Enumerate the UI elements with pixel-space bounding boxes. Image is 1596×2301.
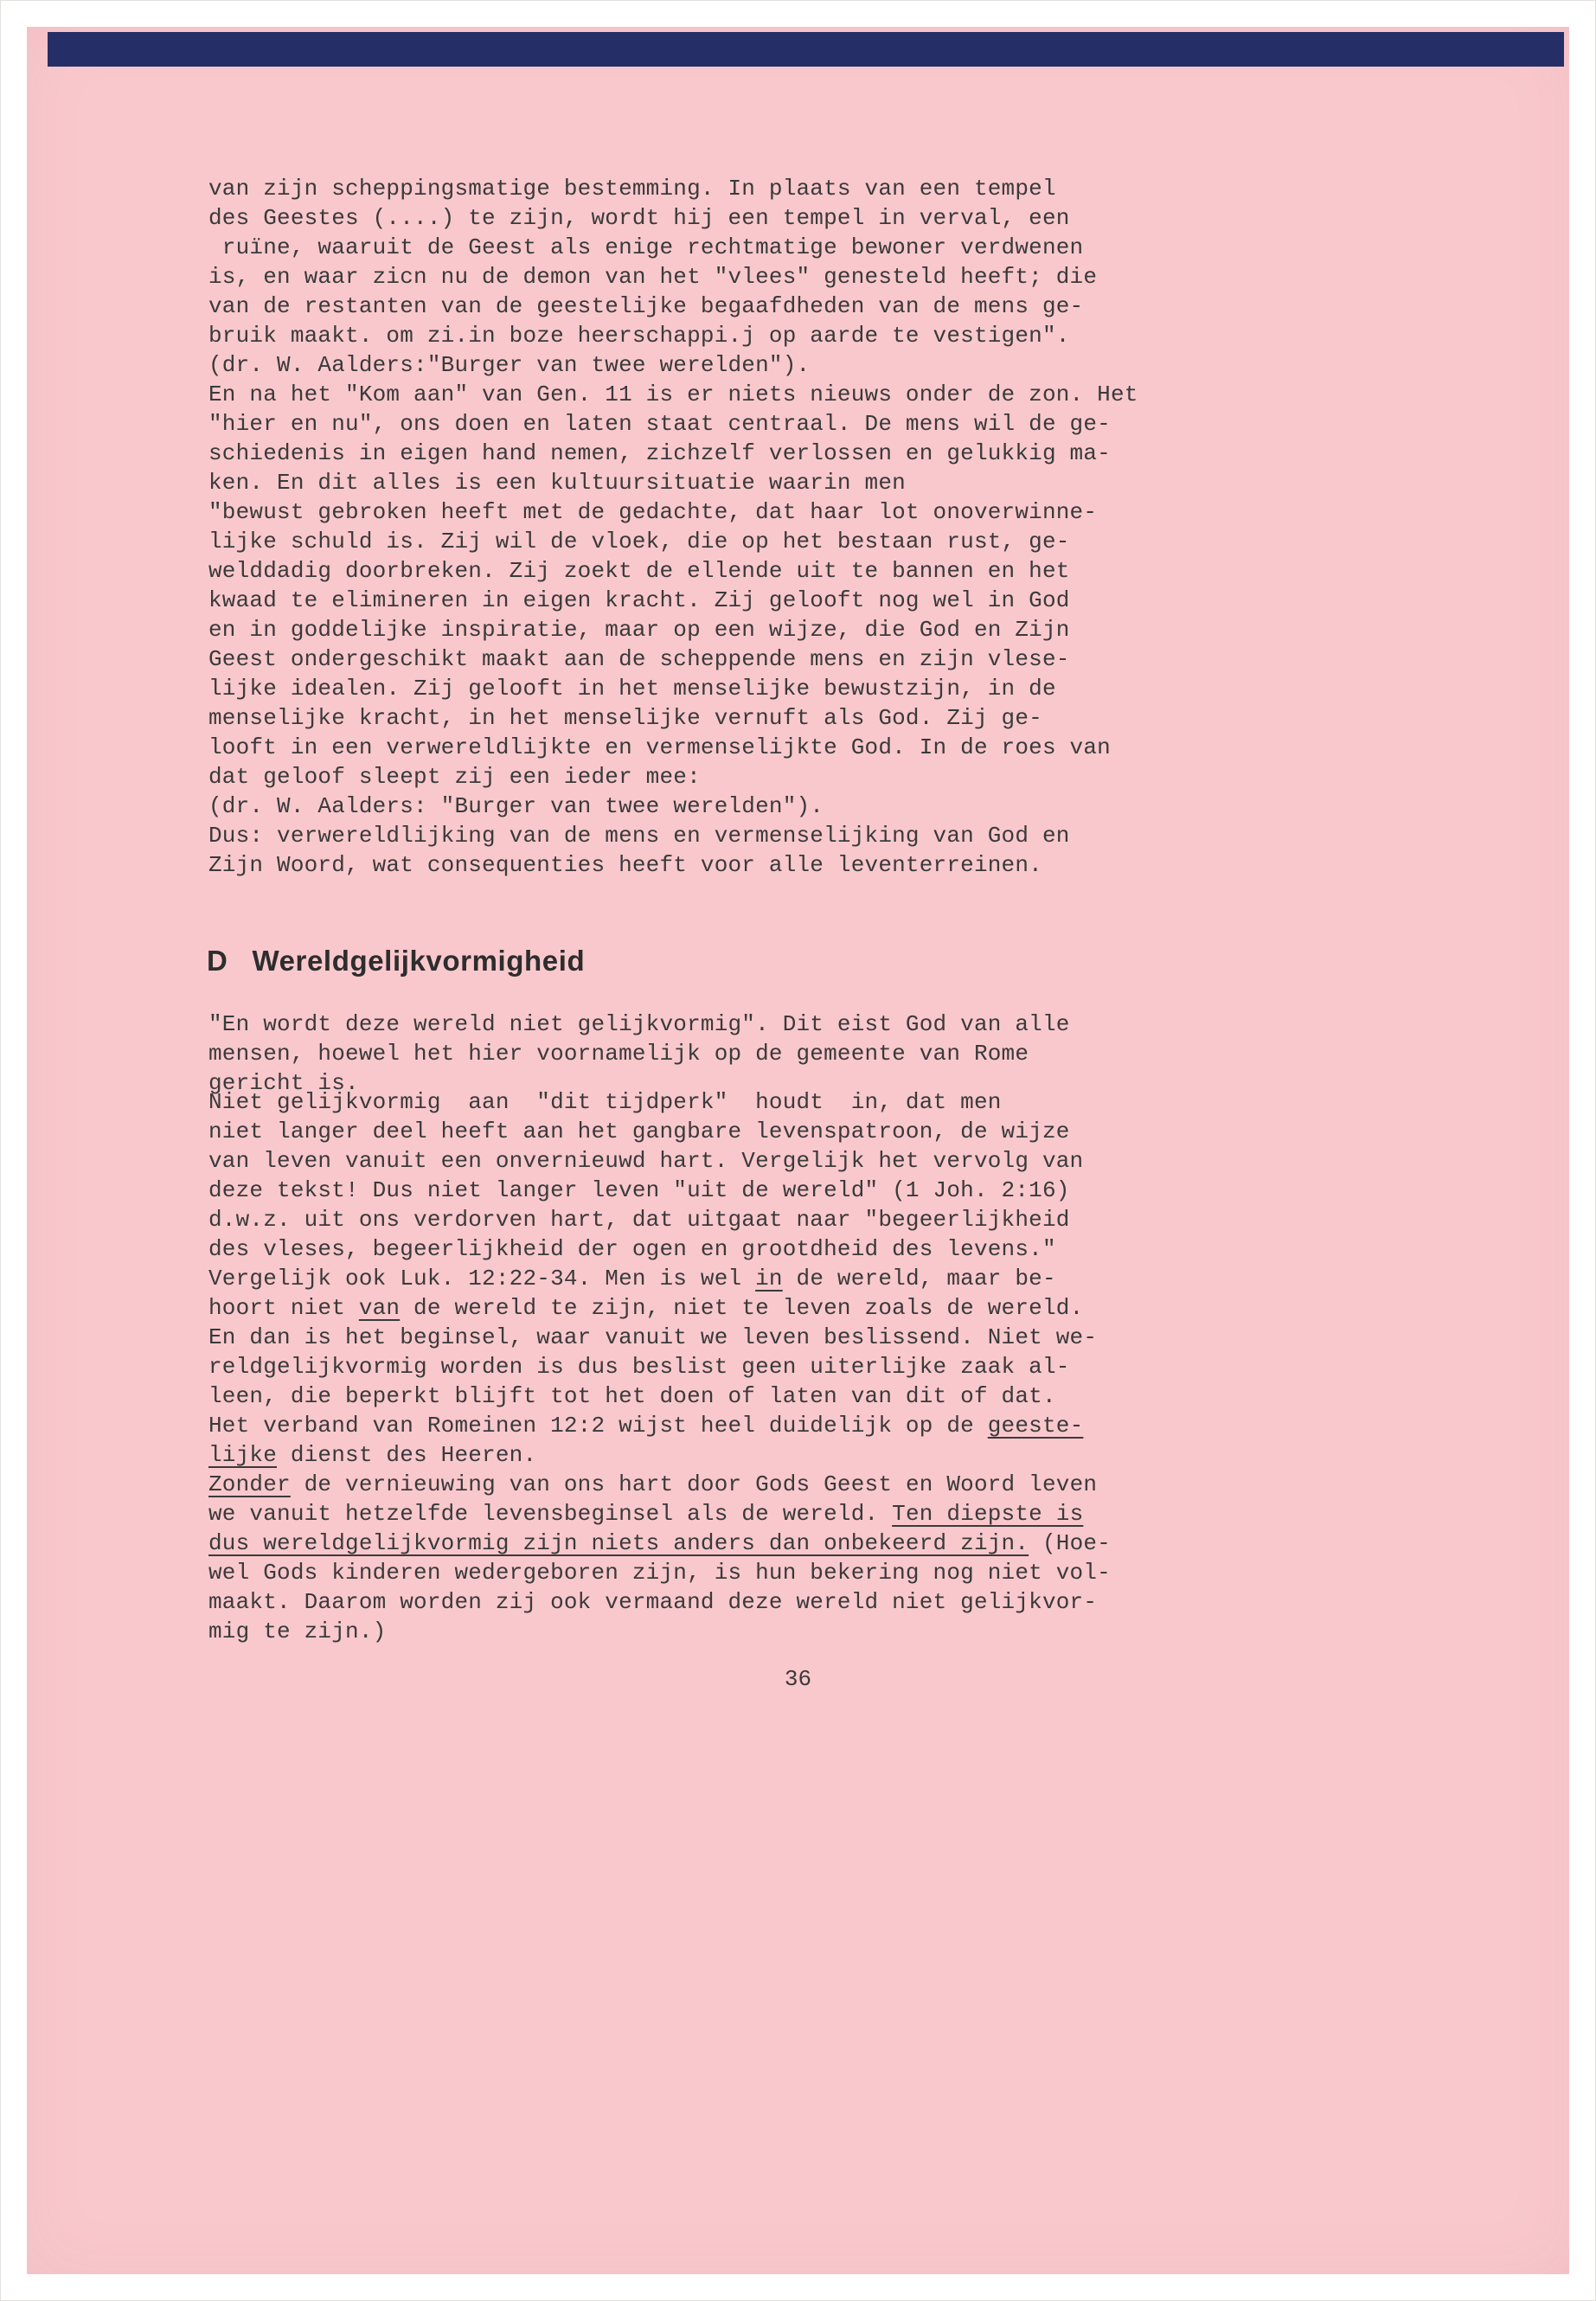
text-line — [208, 203, 1509, 233]
underlined-text: geeste- — [987, 1413, 1084, 1439]
section-letter: D — [207, 945, 228, 977]
text-line — [208, 1617, 1509, 1646]
text-line — [208, 1087, 1509, 1117]
text-line — [208, 1529, 1509, 1558]
text-segment: Vergelijk ook Luk. 12:22-34. Men is wel — [208, 1266, 756, 1292]
underlined-text: Zonder — [208, 1471, 291, 1497]
text-segment: reldgelijkvormig worden is dus beslist geen uiterlijke zaak al- — [208, 1354, 1070, 1380]
text-line — [208, 1352, 1509, 1381]
text-segment: Dus: verwereldlijking van de mens en vermenselijking van God en — [208, 823, 1070, 849]
text-segment: wel Gods kinderen wedergeboren zijn, is hun bekering nog niet vol- — [208, 1560, 1111, 1586]
text-segment: menselijke kracht, in het menselijke vernuft als God. Zij ge- — [208, 705, 1042, 731]
text-line — [208, 821, 1509, 850]
text-segment: Niet gelijkvormig aan "dit tijdperk" houdt in, dat men — [208, 1089, 1002, 1115]
section-heading — [207, 944, 1509, 978]
text-segment: de wereld, maar be- — [782, 1266, 1056, 1292]
text-segment: de vernieuwing van ons hart door Gods Geest en Woord leven — [290, 1471, 1098, 1497]
text-line — [208, 1117, 1509, 1146]
text-line — [208, 1323, 1509, 1352]
text-line — [208, 292, 1509, 321]
underlined-text: van — [358, 1295, 401, 1321]
text-segment: (Hoe- — [1029, 1530, 1111, 1556]
text-segment: En na het "Kom aan" van Gen. 11 is er niets nieuws onder de zon. Het — [208, 381, 1138, 407]
text-segment: (dr. W. Aalders: "Burger van twee werelden"). — [208, 793, 824, 819]
text-segment: dienst des Heeren. — [277, 1442, 537, 1468]
text-line — [208, 1587, 1509, 1617]
underlined-text: Ten diepste is — [892, 1501, 1084, 1527]
text-line — [208, 1293, 1509, 1323]
text-line — [208, 409, 1509, 439]
text-segment: van zijn scheppingsmatige bestemming. In plaats van een tempel — [208, 176, 1056, 202]
text-line — [208, 527, 1509, 556]
text-line — [208, 233, 1509, 262]
text-segment: "bewust gebroken heeft met de gedachte, dat haar lot onoverwinne- — [208, 499, 1098, 525]
text-line — [208, 262, 1509, 292]
text-segment: "hier en nu", ons doen en laten staat centraal. De mens wil de ge- — [208, 411, 1111, 437]
text-line — [208, 1205, 1509, 1234]
text-line — [208, 1146, 1509, 1176]
text-line — [208, 644, 1509, 674]
text-line — [208, 792, 1509, 821]
text-line — [208, 850, 1509, 880]
underlined-text: in — [755, 1266, 783, 1292]
scanned-page — [27, 27, 1569, 2274]
text-segment: Het verband van Romeinen 12:2 wijst heel duidelijk op de — [208, 1413, 988, 1439]
text-line — [208, 1440, 1509, 1470]
text-line — [208, 1411, 1509, 1440]
text-segment: schiedenis in eigen hand nemen, zichzelf verlossen en gelukkig ma- — [208, 440, 1111, 466]
text-segment: van de restanten van de geestelijke begaafdheden van de mens ge- — [208, 293, 1084, 319]
text-segment: mensen, hoewel het hier voornamelijk op de gemeente van Rome — [208, 1041, 1029, 1067]
text-line — [208, 1381, 1509, 1411]
text-segment: kwaad te elimineren in eigen kracht. Zij gelooft nog wel in God — [208, 587, 1070, 613]
text-segment: we vanuit hetzelfde levensbeginsel als de wereld. — [208, 1501, 893, 1527]
text-line — [208, 674, 1509, 703]
text-line — [208, 380, 1509, 409]
text-line — [208, 1264, 1509, 1293]
text-segment: looft in een verwereldlijkte en vermenselijkte God. In de roes van — [208, 734, 1111, 760]
text-segment: d.w.z. uit ons verdorven hart, dat uitgaat naar "begeerlijkheid — [208, 1207, 1070, 1233]
text-segment: dat geloof sleept zij een ieder mee: — [208, 764, 701, 790]
text-line — [208, 1558, 1509, 1587]
text-line — [208, 497, 1509, 527]
text-segment: bruik maakt. om zi.in boze heerschappi.j op aarde te vestigen". — [208, 323, 1070, 349]
text-line — [208, 350, 1509, 380]
underlined-text: lijke — [208, 1442, 278, 1468]
text-line — [208, 1039, 1509, 1068]
page-number: 36 — [784, 1666, 812, 1692]
page-content — [208, 174, 1509, 1646]
text-line — [208, 174, 1509, 203]
text-segment: van leven vanuit een onvernieuwd hart. Vergelijk het vervolg van — [208, 1148, 1084, 1174]
text-segment: niet langer deel heeft aan het gangbare levenspatroon, de wijze — [208, 1118, 1070, 1144]
text-line — [208, 586, 1509, 615]
text-line — [208, 439, 1509, 468]
text-segment: des Geestes (....) te zijn, wordt hij een tempel in verval, een — [208, 205, 1070, 231]
text-segment: (dr. W. Aalders:"Burger van twee werelden"). — [208, 352, 811, 378]
text-line — [208, 762, 1509, 792]
text-segment: des vleses, begeerlijkheid der ogen en grootdheid des levens." — [208, 1236, 1056, 1262]
text-line — [208, 1009, 1509, 1039]
text-line — [208, 468, 1509, 497]
text-segment: maakt. Daarom worden zij ook vermaand deze wereld niet gelijkvor- — [208, 1589, 1098, 1615]
text-line — [208, 1499, 1509, 1529]
text-segment: mig te zijn.) — [208, 1618, 387, 1644]
text-segment: de wereld te zijn, niet te leven zoals de wereld. — [400, 1295, 1084, 1321]
text-segment: ruïne, waaruit de Geest als enige rechtmatige bewoner verdwenen — [208, 234, 1084, 260]
page-top-bar — [48, 32, 1564, 67]
paragraph-block-1 — [208, 174, 1509, 880]
text-line — [208, 1176, 1509, 1205]
text-segment: is, en waar zicn nu de demon van het "vlees" genesteld heeft; die — [208, 264, 1098, 290]
text-line — [208, 1470, 1509, 1499]
text-segment: gericht is. — [208, 1070, 359, 1096]
text-segment: lijke schuld is. Zij wil de vloek, die op het bestaan rust, ge- — [208, 529, 1070, 554]
text-line — [208, 733, 1509, 762]
text-segment: leen, die beperkt blijft tot het doen of laten van dit of dat. — [208, 1383, 1056, 1409]
text-line — [208, 1234, 1509, 1264]
text-line — [208, 615, 1509, 644]
text-segment: hoort niet — [208, 1295, 359, 1321]
text-line — [208, 703, 1509, 733]
text-segment: Zijn Woord, wat consequenties heeft voor alle leventerreinen. — [208, 852, 1042, 878]
text-segment: en in goddelijke inspiratie, maar op een wijze, die God en Zijn — [208, 617, 1070, 643]
text-line — [208, 321, 1509, 350]
text-segment: Geest ondergeschikt maakt aan de scheppende mens en zijn vlese- — [208, 646, 1070, 672]
text-line — [208, 556, 1509, 586]
paragraph-block-2 — [208, 1009, 1509, 1646]
underlined-text: dus wereldgelijkvormig zijn niets anders dan onbekeerd zijn. — [208, 1530, 1029, 1556]
text-segment: lijke idealen. Zij gelooft in het menselijke bewustzijn, in de — [208, 676, 1056, 702]
text-segment: welddadig doorbreken. Zij zoekt de ellende uit te bannen en het — [208, 558, 1070, 584]
text-segment: "En wordt deze wereld niet gelijkvormig". Dit eist God van alle — [208, 1011, 1070, 1037]
text-segment: deze tekst! Dus niet langer leven "uit de wereld" (1 Joh. 2:16) — [208, 1177, 1070, 1203]
section-title: Wereldgelijkvormigheid — [252, 945, 586, 977]
text-segment: ken. En dit alles is een kultuursituatie waarin men — [208, 470, 906, 496]
text-segment: En dan is het beginsel, waar vanuit we leven beslissend. Niet we- — [208, 1324, 1098, 1350]
